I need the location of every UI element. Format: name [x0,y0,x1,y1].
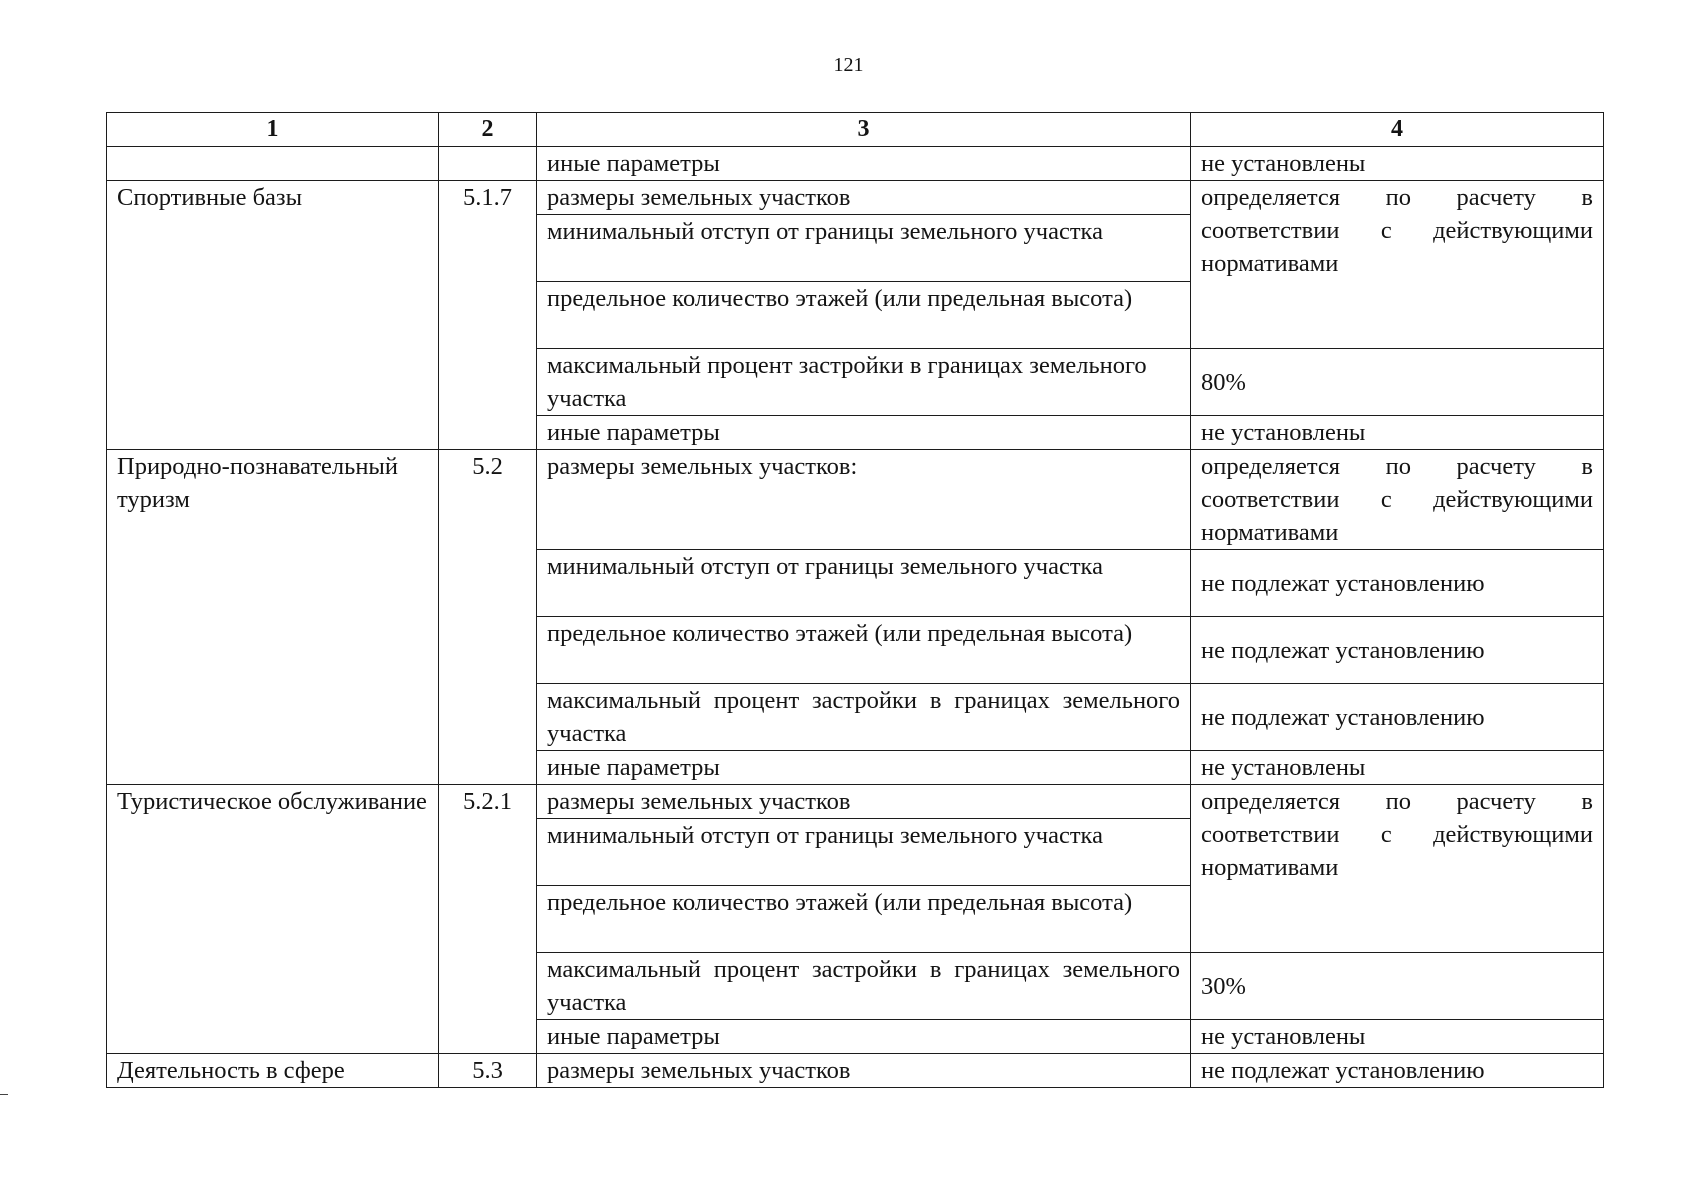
value-cell: определяется по расчету в соответствии с действующими нормативами [1191,181,1604,349]
use-code-cell: 5.2.1 [439,785,537,1054]
use-code-cell: 5.2 [439,450,537,785]
use-code-cell [439,147,537,181]
parameter-cell: иные параметры [537,147,1191,181]
value-cell: определяется по расчету в соответствии с действующими нормативами [1191,450,1604,550]
table-row [107,147,1604,181]
value-cell: не подлежат установлению [1191,550,1604,617]
parameter-cell: максимальный процент застройки в границах земельного участка [537,349,1191,416]
use-name-cell: Туристическое обслуживание [107,785,439,1054]
column-header-1: 1 [107,113,439,147]
value-cell: не подлежат установлению [1191,684,1604,751]
parameter-cell: минимальный отступ от границы земельного участка [537,550,1191,617]
value-cell: 30% [1191,953,1604,1020]
use-name-cell: Деятельность в сфере [107,1054,439,1088]
value-cell: не подлежат установлению [1191,617,1604,684]
use-code-cell: 5.3 [439,1054,537,1088]
value-cell: не установлены [1191,1020,1604,1054]
use-name-cell: Природно-познавательный туризм [107,450,439,785]
value-cell: не установлены [1191,416,1604,450]
value-cell: определяется по расчету в соответствии с действующими нормативами [1191,785,1604,953]
column-header-4: 4 [1191,113,1604,147]
use-code-cell: 5.1.7 [439,181,537,450]
use-name-cell [107,147,439,181]
column-header-2: 2 [439,113,537,147]
parameter-cell: иные параметры [537,416,1191,450]
parameter-cell: минимальный отступ от границы земельного участка [537,215,1191,282]
parameter-cell: размеры земельных участков [537,1054,1191,1088]
parameter-cell: иные параметры [537,751,1191,785]
parameter-cell: размеры земельных участков [537,181,1191,215]
parameter-cell: предельное количество этажей (или предельная высота) [537,886,1191,953]
value-cell: не установлены [1191,751,1604,785]
regulations-table [106,112,1604,1088]
page-number: 121 [833,54,864,76]
margin-mark [0,1094,8,1095]
value-cell: не установлены [1191,147,1604,181]
table-row [107,181,1604,215]
use-name-cell: Спортивные базы [107,181,439,450]
table-row [107,1054,1604,1088]
parameter-cell: максимальный процент застройки в границах земельного участка [537,684,1191,751]
parameter-cell: предельное количество этажей (или предельная высота) [537,617,1191,684]
parameter-cell: предельное количество этажей (или предельная высота) [537,282,1191,349]
parameter-cell: иные параметры [537,1020,1191,1054]
parameter-cell: максимальный процент застройки в границах земельного участка [537,953,1191,1020]
value-cell: 80% [1191,349,1604,416]
column-header-3: 3 [537,113,1191,147]
table-row [107,785,1604,819]
value-cell: не подлежат установлению [1191,1054,1604,1088]
header-row [107,113,1604,147]
parameter-cell: размеры земельных участков [537,785,1191,819]
parameter-cell: размеры земельных участков: [537,450,1191,550]
table-row [107,450,1604,550]
parameter-cell: минимальный отступ от границы земельного участка [537,819,1191,886]
